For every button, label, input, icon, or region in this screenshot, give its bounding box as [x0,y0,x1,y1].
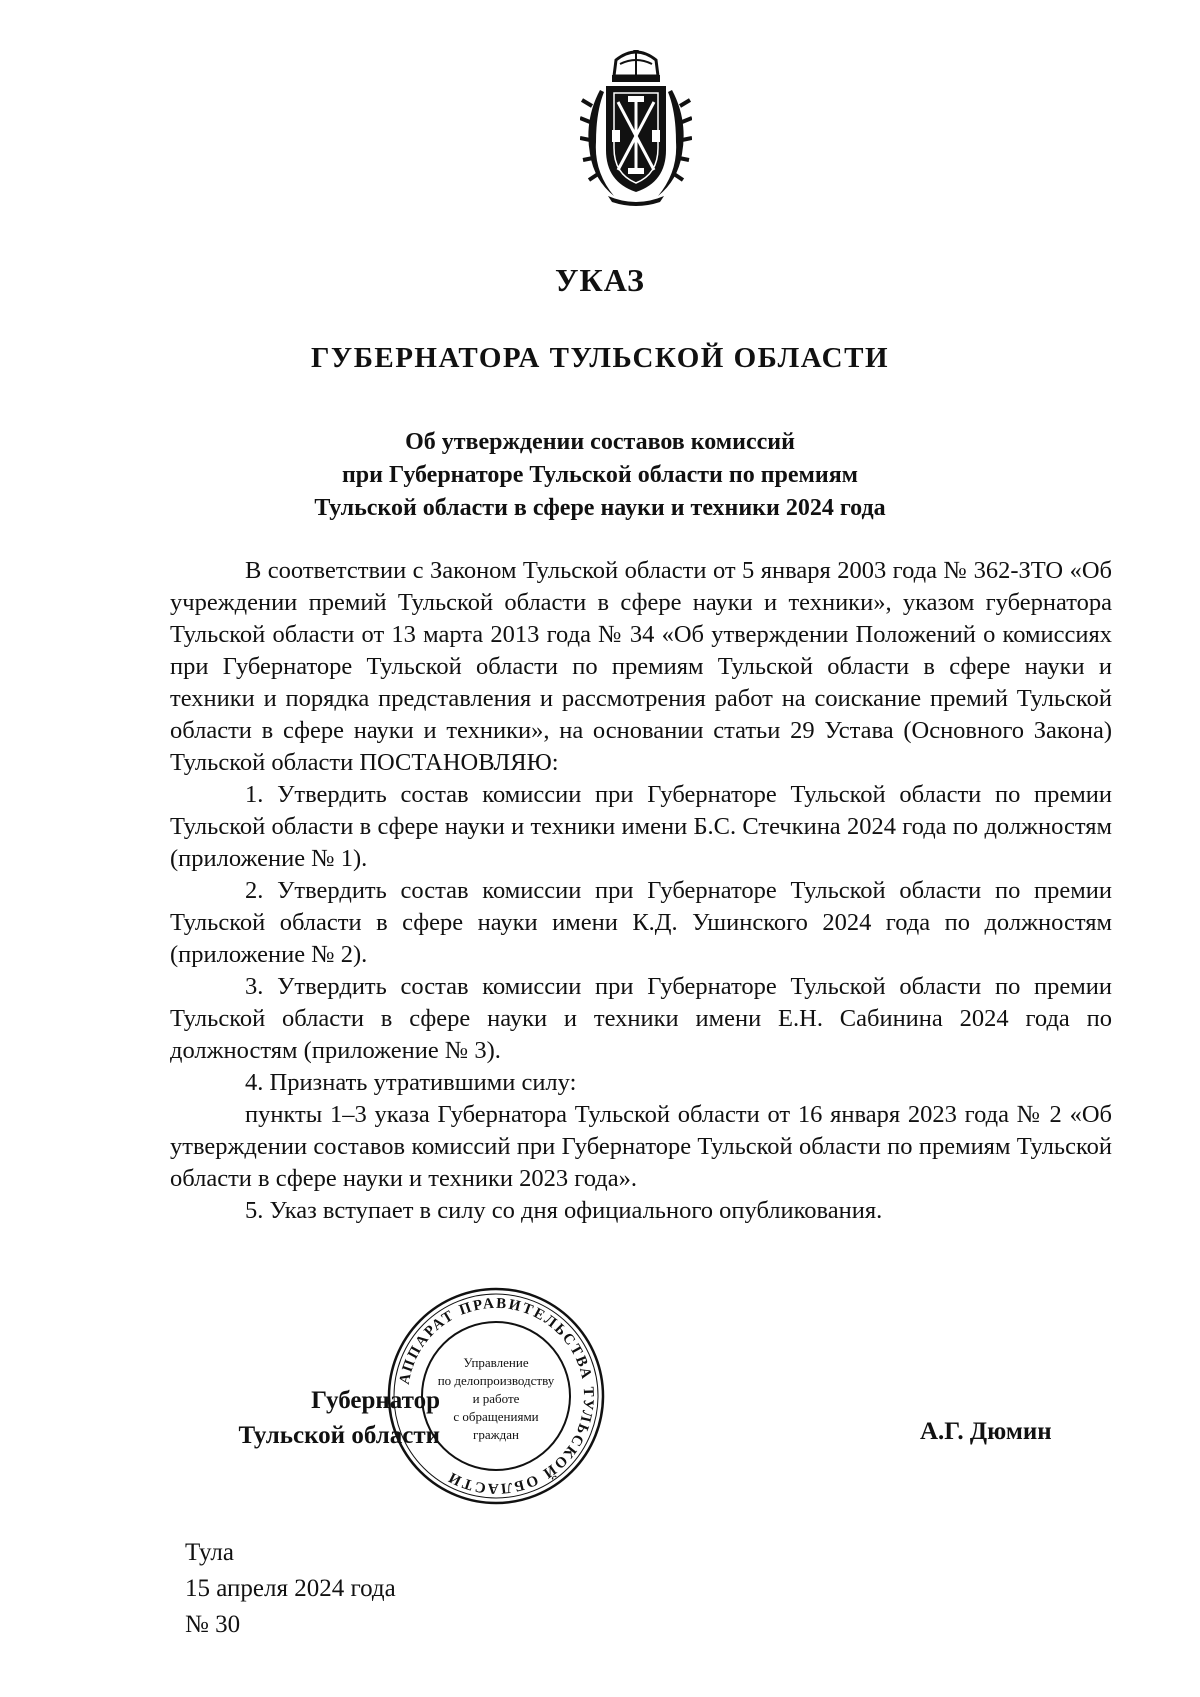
place: Тула [185,1539,234,1566]
document-number: № 30 [185,1611,241,1638]
document-body [170,555,1112,1227]
decree-item-1: 1. Утвердить состав комиссии при Губернаторе Тульской области по премии Тульской области в сфере науки и техники имени Б.С. Стечкина 2024 года по должностям (приложение № 1). [170,781,1112,872]
decree-item-5: 5. Указ вступает в силу со дня официального опубликования. [245,1197,883,1224]
decree-item-3: 3. Утвердить состав комиссии при Губернаторе Тульской области по премии Тульской области в сфере науки и техники имени Е.Н. Сабинина 2024 года по должностям (приложение № 3). [170,973,1112,1064]
document-subject [0,426,1200,525]
tula-coat-of-arms-icon [580,50,692,208]
position-line: Тульской области [238,1422,440,1449]
position-line: Губернатор [311,1387,440,1414]
decree-item-2: 2. Утвердить состав комиссии при Губернаторе Тульской области по премии Тульской области в сфере науки имени К.Д. Ушинского 2024 года по должностям (приложение № 2). [170,877,1112,968]
document-title: УКАЗ [555,262,645,298]
document-issuer: ГУБЕРНАТОРА ТУЛЬСКОЙ ОБЛАСТИ [310,342,890,374]
decree-item-4-detail: пункты 1–3 указа Губернатора Тульской области от 16 января 2023 года № 2 «Об утверждении составов комиссий при Губернаторе Тульской области по премиям Тульской области в сфере науки и техники 2023 года». [170,1101,1112,1192]
subject-line: Об утверждении составов комиссий [405,429,795,455]
svg-text:с обращениями: с обращениями [453,1409,539,1424]
document-footer [185,1535,396,1643]
subject-line: Тульской области в сфере науки и техники 2024 года [314,495,886,521]
subject-line: при Губернаторе Тульской области по премиям [341,462,859,488]
document-date: 15 апреля 2024 года [185,1575,396,1602]
svg-text:АППАРАТ ПРАВИТЕЛЬСТВА ТУЛЬСКОЙ: АППАРАТ ПРАВИТЕЛЬСТВА ТУЛЬСКОЙ ОБЛАСТИ [396,1295,597,1497]
signatory-name: А.Г. Дюмин [920,1418,1052,1445]
svg-text:граждан: граждан [473,1427,519,1442]
preamble-paragraph: В соответствии с Законом Тульской области от 5 января 2003 года № 362-ЗТО «Об учреждении премий Тульской области в сфере науки и техники», указом губернатора Тульской области от 13 марта 2013 года № 34 «Об утверждении Положений о комиссиях при Губернаторе Тульской области по премиям Тульской области в сфере науки и техники и порядка представления и рассмотрения работ на соискание премий Тульской области в сфере науки и техники», на основании статьи 29 Устава (Основного Закона) Тульской области ПОСТАНОВЛЯЮ: [170,557,1112,776]
signatory-position [190,1383,440,1453]
svg-text:и работе: и работе [472,1391,520,1406]
svg-text:по делопроизводству: по делопроизводству [437,1373,555,1388]
svg-text:Управление: Управление [463,1355,529,1370]
decree-item-4: 4. Признать утратившими силу: [245,1069,577,1096]
